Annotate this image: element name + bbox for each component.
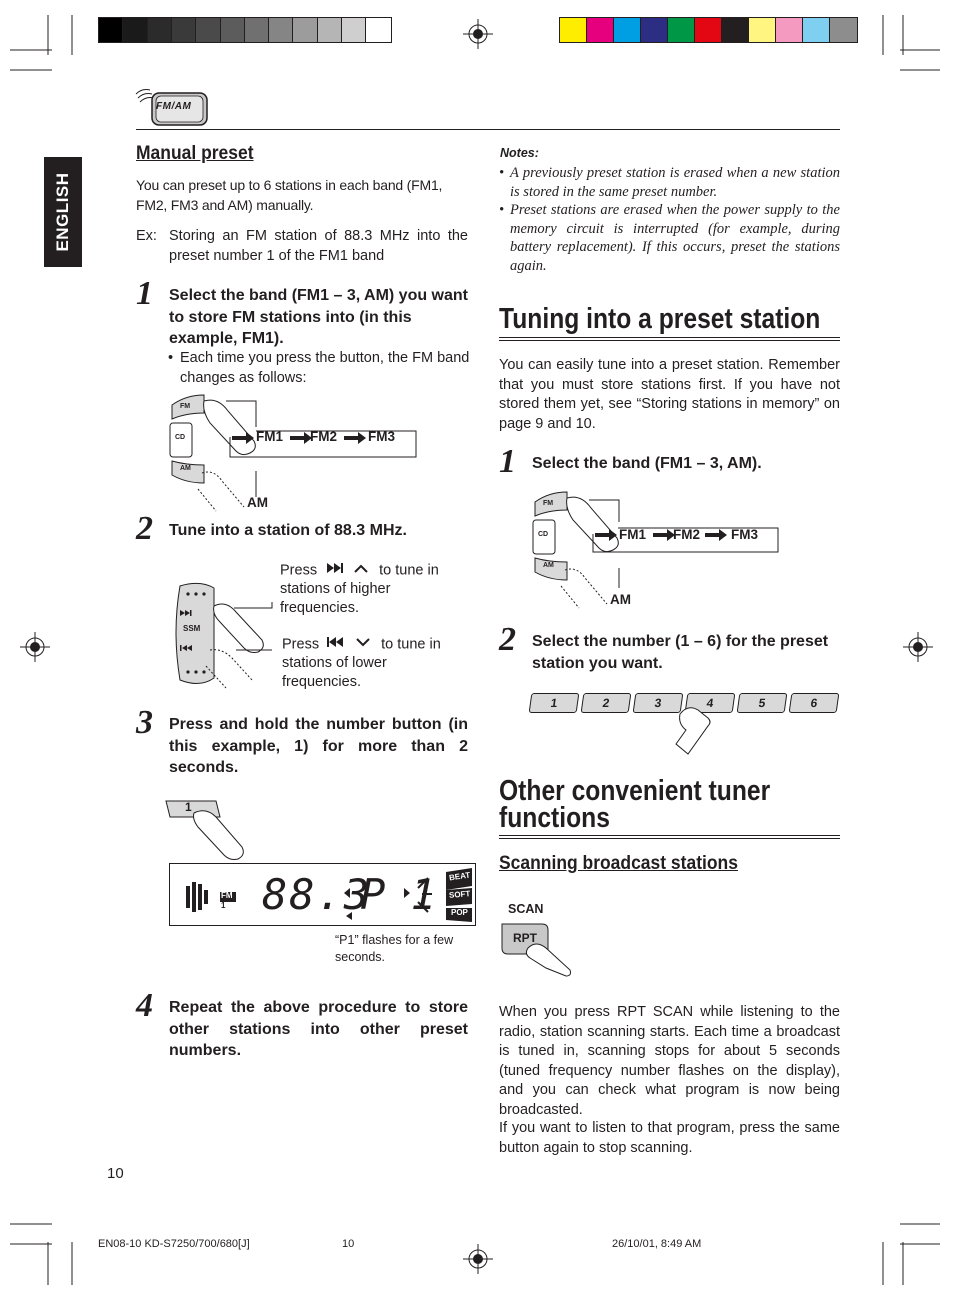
- band-seq-fm2: FM2: [310, 429, 337, 444]
- finger-pointer-icon: [194, 811, 244, 860]
- header-rule: [136, 129, 840, 130]
- next-up-icon: [321, 561, 375, 580]
- example-label: Ex:: [136, 228, 157, 244]
- process-swatch: [721, 17, 750, 43]
- display-band-num: 1: [221, 901, 226, 910]
- tuning-heading: Tuning into a preset station: [499, 303, 821, 335]
- scan-label: SCAN: [508, 902, 544, 916]
- process-swatch: [667, 17, 696, 43]
- finger-pointer-icon: [672, 704, 732, 756]
- gray-swatch: [244, 17, 271, 43]
- display-mode-pop: POP: [451, 908, 468, 917]
- step-2-text: Tune into a station of 88.3 MHz.: [169, 522, 407, 539]
- cd-key-label-2: CD: [538, 531, 549, 538]
- preset-key-1-label: 1: [185, 800, 192, 814]
- process-swatch: [829, 17, 858, 43]
- footer-page: 10: [342, 1238, 355, 1250]
- gray-swatch: [98, 17, 125, 43]
- registration-mark-left: [20, 632, 50, 662]
- other-heading-line2: functions: [499, 802, 610, 834]
- band-button-diagram: [166, 393, 426, 513]
- am-key-label: AM: [180, 465, 191, 472]
- fm-key-label-2: FM: [543, 500, 554, 507]
- gray-swatch: [220, 17, 247, 43]
- registration-mark-bottom: [463, 1244, 493, 1274]
- prev-down-icon: [323, 635, 377, 654]
- gray-swatch: [365, 17, 392, 43]
- process-swatch: [748, 17, 777, 43]
- process-swatch: [559, 17, 588, 43]
- step-3-number: 3: [136, 704, 153, 741]
- language-label: ENGLISH: [53, 172, 72, 252]
- scanning-paragraph-1: When you press RPT SCAN while listening to the radio, station scanning starts. Each time a broadcast is tuned in, scanning stops for about 5 seconds (tuned frequency number flashes on the display), and you can check what program is now being broadcasted.: [499, 1004, 840, 1118]
- band-seq-fm2-2: FM2: [673, 527, 700, 542]
- finger-pointer-icon: [214, 604, 264, 653]
- preset-key-3[interactable]: 3: [633, 693, 684, 713]
- preset-key-2[interactable]: 2: [581, 693, 632, 713]
- step-4-text: Repeat the above procedure to store other stations into other preset numbers.: [169, 999, 468, 1059]
- tuning-step-1-number: 1: [499, 443, 516, 480]
- finger-pointer-dashed-icon: [198, 472, 244, 511]
- preset-key-5[interactable]: 5: [737, 693, 788, 713]
- registration-mark-top: [463, 19, 493, 49]
- process-swatch: [775, 17, 804, 43]
- step-1-bullet: Each time you press the button, the FM band changes as follows:: [180, 350, 470, 386]
- scanning-paragraph-2: If you want to listen to that program, press the same button again to stop scanning.: [499, 1120, 840, 1156]
- radio-display: [169, 863, 476, 926]
- gray-swatch: [147, 17, 174, 43]
- step-1-number: 1: [136, 275, 153, 312]
- manual-preset-heading: Manual preset: [136, 143, 254, 164]
- tuning-step-2-number: 2: [499, 621, 516, 658]
- other-heading-line1: Other convenient tuner: [499, 775, 771, 807]
- page-number: 10: [107, 1165, 124, 1182]
- step-3-text: Press and hold the number button (in this example, 1) for more than 2 seconds.: [169, 716, 468, 776]
- display-band: FM: [221, 891, 233, 900]
- preset-key-4[interactable]: 4: [685, 693, 736, 713]
- example-text: Storing an FM station of 88.3 MHz into the preset number 1 of the FM1 band: [169, 228, 468, 264]
- registration-mark-right: [903, 632, 933, 662]
- finger-pointer-dashed-icon: [561, 569, 607, 608]
- display-preset: P 1: [360, 870, 436, 919]
- footer-date: 26/10/01, 8:49 AM: [612, 1238, 702, 1250]
- tuning-intro: You can easily tune into a preset station. Remember that you must store stations first. If you have not stored them yet, see “Storing stations in memory” on page 9 and 10.: [499, 357, 840, 432]
- band-seq-fm3: FM3: [368, 429, 395, 444]
- display-mode-beat: BEAT: [448, 870, 471, 883]
- tune-higher-caption: Press to tune in stations of higher frequencies.: [280, 562, 439, 617]
- fm-am-icon-label: FM/AM: [156, 101, 192, 112]
- gray-swatch: [122, 17, 149, 43]
- language-tab: [44, 157, 82, 267]
- tuning-step-1-text: Select the band (FM1 – 3, AM).: [532, 455, 762, 472]
- notes-title: Notes:: [500, 146, 539, 160]
- note-1: A previously preset station is erased when a new station is stored in the same preset number.: [510, 165, 840, 200]
- preset-key-6[interactable]: 6: [789, 693, 840, 713]
- gray-swatch: [268, 17, 295, 43]
- band-seq-fm1-2: FM1: [619, 527, 646, 542]
- tune-lower-caption: Press to tune in stations of lower frequencies.: [282, 636, 441, 691]
- manual-page: ENGLISH FM/AM Manual preset You can preset up to 6 stations in each band (FM1, FM2, FM3 and AM) manually. Ex: Storing an FM station of 88.3 MHz into the preset number 1 of the FM1 band 1 Select the band (FM1 – 3, AM) you want to store FM stations into (in this example, FM1). • Each time you press the button, the FM band changes as follows: FM1 FM2 FM3 FM CD AM AM 2 Tune into a station of 88.3 MHz. SSM Press to tune in stations of higher frequencies. Press to tune in stations of lower frequencies. 3 Press and hold the number button (in this example, 1) for more than 2 seconds. 1 FM 1 88.3 P 1 BEAT SOFT POP “P1” flashes for a few seconds. 4 Repeat the above procedure to store other stations into other preset numbers. Notes: • A previously preset station is erased when a new station is stored in the same preset number. • Preset stations are erased when the power supply to the memory circuit is interrupted (for example, during battery replacement). If this occurs, preset the stations again. Tuning into a preset station You can easily tune into a preset station. Remember that you must store stations first. If you have not stored them yet, see “Storing stations in memory” on page 9 and 10. 1 Select the band (FM1 – 3, AM). FM1 FM2 FM3 FM CD AM AM 2 Select the number (1 – 6) for the preset station you want. 1 2 3 4 5 6 Other convenient tuner functions Scanning broadcast stations SCAN RPT When you press RPT SCAN while listening to the radio, station scanning starts. Each time a broadcast is tuned in, scanning stops for about 5 seconds (tuned frequency number flashes on the display), and you can check what program is now being broadcasted. If you want to listen to that program, press the same button again to stop scanning. 10 EN08-10 KD-S7250/700/680[J] 10 26/10/01, 8:49 AM: [0, 0, 954, 1294]
- process-swatch: [613, 17, 642, 43]
- band-seq-am-2: AM: [610, 592, 631, 607]
- step-2-number: 2: [136, 510, 153, 547]
- process-swatch: [640, 17, 669, 43]
- process-swatch: [586, 17, 615, 43]
- tune-button-diagram: [166, 580, 286, 692]
- preset-key-1[interactable]: 1: [529, 693, 580, 713]
- display-caption: “P1” flashes for a few seconds.: [335, 933, 454, 964]
- cd-key-label: CD: [175, 434, 186, 441]
- note-2: Preset stations are erased when the power supply to the memory circuit is interrupted (for example, during battery replacement). If this occurs, preset the stations again.: [510, 202, 840, 274]
- process-swatch: [802, 17, 831, 43]
- preset-key-1-diagram: [160, 793, 260, 859]
- manual-preset-intro: You can preset up to 6 stations in each band (FM1, FM2, FM3 and AM) manually.: [136, 177, 443, 213]
- band-seq-fm3-2: FM3: [731, 527, 758, 542]
- tuning-heading-rule: [499, 337, 840, 341]
- gray-swatch: [341, 17, 368, 43]
- ssm-label: SSM: [183, 624, 201, 633]
- step-4-number: 4: [136, 987, 153, 1024]
- gray-swatch: [195, 17, 222, 43]
- gray-swatch: [317, 17, 344, 43]
- other-heading-rule: [499, 835, 840, 839]
- scanning-subheading: Scanning broadcast stations: [499, 853, 738, 874]
- band-button-diagram-2: [529, 490, 789, 610]
- display-frequency: 88.3: [262, 870, 372, 919]
- tuning-step-2-text: Select the number (1 – 6) for the preset station you want.: [532, 633, 829, 672]
- step-1-text: Select the band (FM1 – 3, AM) you want to store FM stations into (in this example, FM1).: [169, 287, 468, 347]
- band-seq-am: AM: [247, 495, 268, 510]
- process-swatch: [694, 17, 723, 43]
- am-key-label-2: AM: [543, 562, 554, 569]
- gray-swatch: [292, 17, 319, 43]
- rpt-scan-button-diagram: [498, 918, 578, 976]
- rpt-key-label[interactable]: RPT: [513, 931, 537, 945]
- fm-key-label: FM: [180, 403, 191, 410]
- gray-swatch: [171, 17, 198, 43]
- band-seq-fm1: FM1: [256, 429, 283, 444]
- footer-file: EN08-10 KD-S7250/700/680[J]: [98, 1238, 250, 1250]
- display-mode-soft: SOFT: [448, 889, 471, 900]
